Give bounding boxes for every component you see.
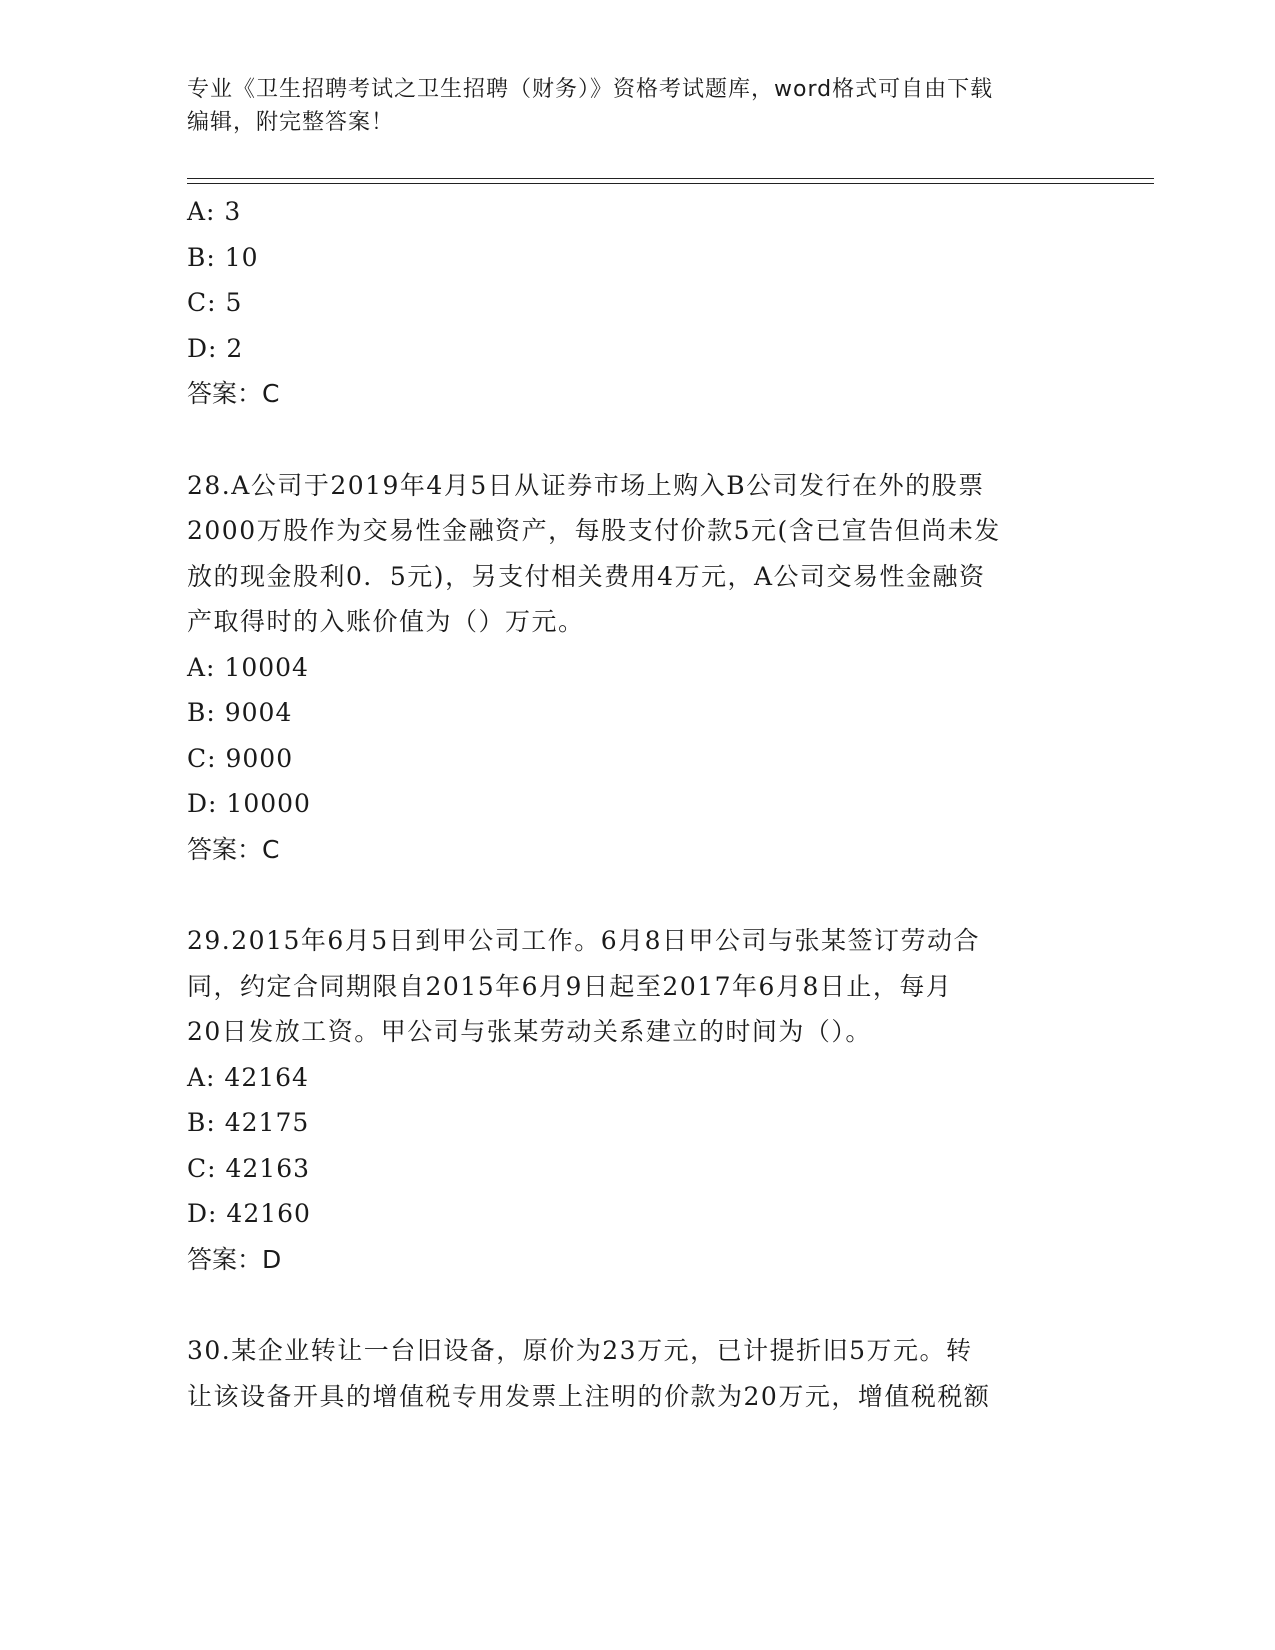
option-c: C: 5 — [187, 288, 243, 317]
header-divider-bottom — [187, 183, 1154, 184]
option-d: D: 2 — [187, 333, 244, 363]
question-text-line: 20日发放工资。甲公司与张某劳动关系建立的时间为（）。 — [187, 1017, 872, 1046]
question-list — [187, 189, 1087, 1419]
question-text-line: 28.A公司于2019年4月5日从证券市场上购入B公司发行在外的股票 — [187, 470, 985, 500]
header-divider-top — [187, 178, 1154, 179]
option-b: B: 9004 — [187, 698, 293, 727]
option-a: A: 42164 — [187, 1062, 309, 1092]
question-text-line: 产取得时的入账价值为（）万元。 — [187, 607, 585, 636]
question-text-line: 同，约定合同期限自2015年6月9日起至2017年6月8日止，每月 — [187, 971, 953, 1001]
header-line-2: 编辑，附完整答案！ — [187, 110, 395, 135]
question-text-line: 放的现金股利0．5元)，另支付相关费用4万元，A公司交易性金融资 — [187, 561, 986, 591]
answer-line: 答案：C — [187, 379, 280, 408]
question-30 — [187, 1328, 1087, 1419]
question-text-line: 让该设备开具的增值税专用发票上注明的价款为20万元，增值税税额 — [187, 1381, 991, 1411]
previous-question-options — [187, 189, 1087, 417]
answer-line: 答案：D — [187, 1244, 282, 1274]
question-text-line: 2000万股作为交易性金融资产，每股支付价款5元(含已宣告但尚未发 — [187, 516, 1001, 545]
page-header — [187, 73, 1067, 139]
option-b: B: 42175 — [187, 1108, 310, 1137]
header-line-1: 专业《卫生招聘考试之卫生招聘（财务）》资格考试题库，word格式可自由下载 — [187, 77, 994, 102]
option-c: C: 9000 — [187, 743, 294, 773]
question-text-line: 30.某企业转让一台旧设备，原价为23万元，已计提折旧5万元。转 — [187, 1336, 973, 1365]
answer-line: 答案：C — [187, 834, 280, 864]
option-c: C: 42163 — [187, 1153, 311, 1183]
option-d: D: 10000 — [187, 789, 311, 818]
question-29 — [187, 918, 1087, 1282]
option-d: D: 42160 — [187, 1199, 311, 1228]
option-b: B: 10 — [187, 242, 259, 272]
question-text-line: 29.2015年6月5日到甲公司工作。6月8日甲公司与张某签订劳动合 — [187, 926, 981, 955]
question-28 — [187, 463, 1087, 873]
option-a: A: 3 — [187, 197, 242, 226]
option-a: A: 10004 — [187, 652, 309, 682]
